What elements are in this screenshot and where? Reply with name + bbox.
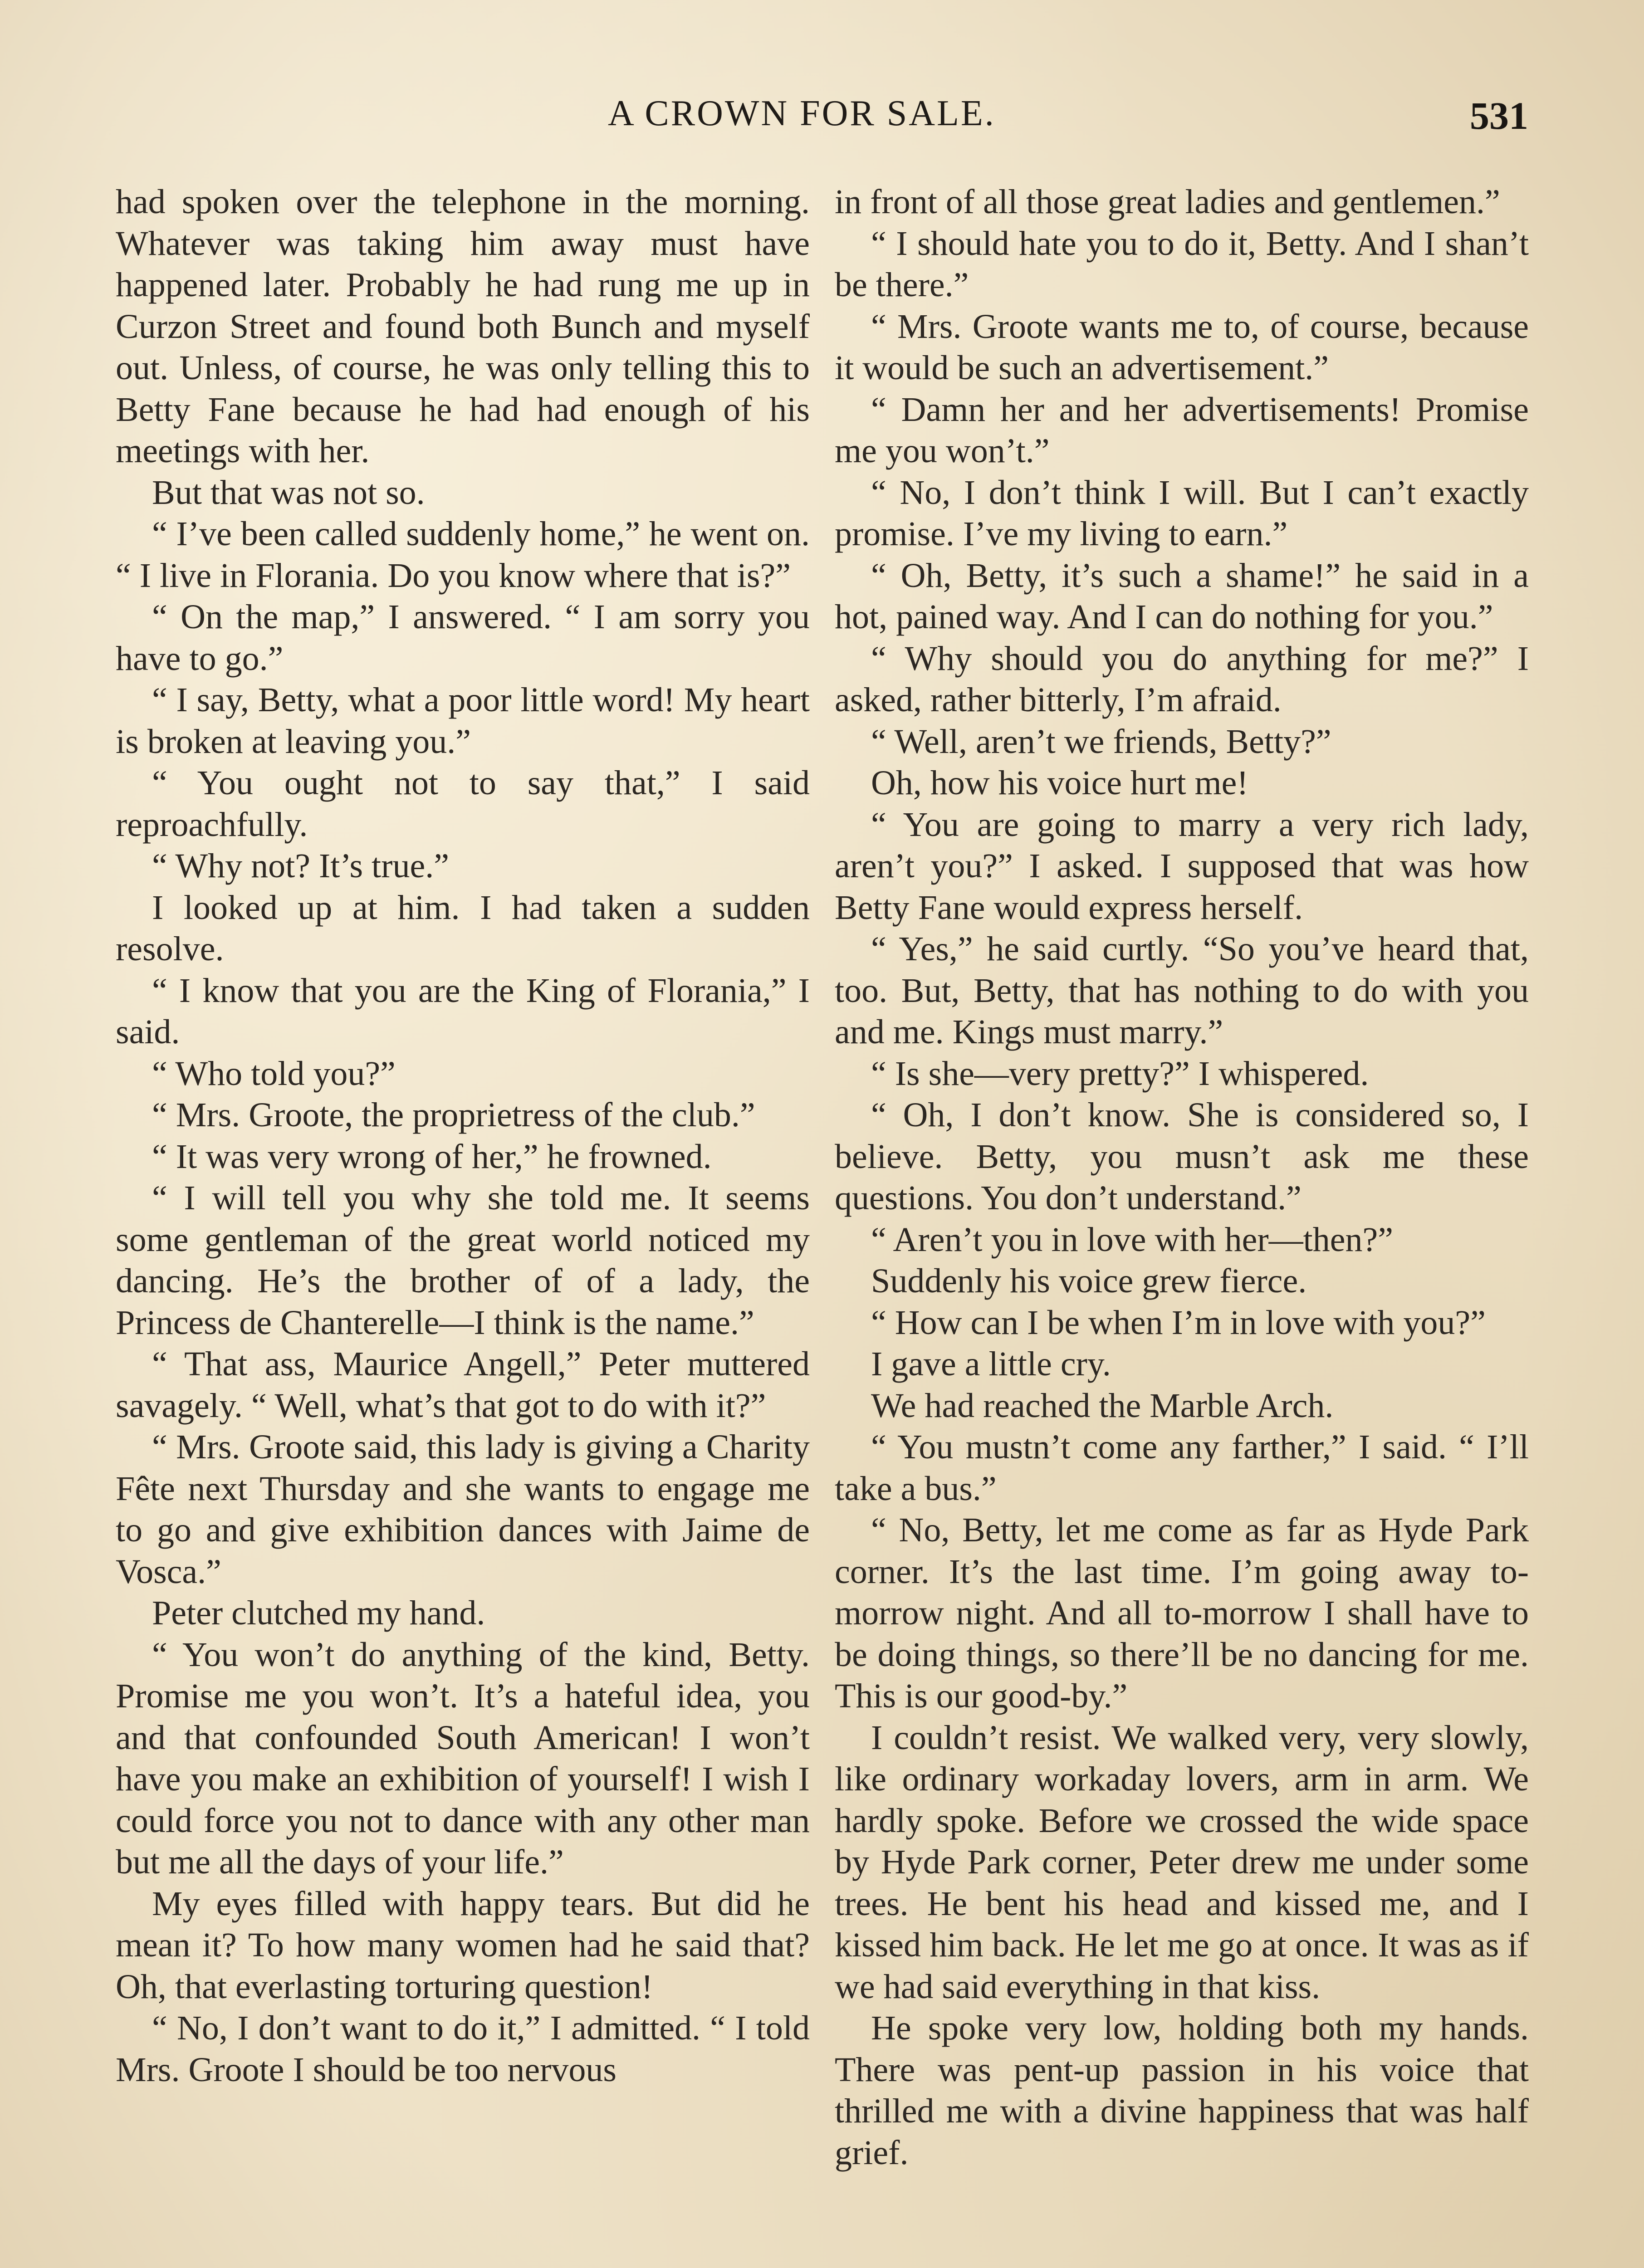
page-header	[0, 93, 1644, 156]
paragraph: “ On the map,” I answered. “ I am sorry you have to go.”	[116, 598, 810, 678]
paragraph: But that was not so.	[152, 473, 425, 512]
running-title: A CROWN FOR SALE.	[608, 93, 996, 133]
paragraph: Oh, how his voice hurt me!	[871, 764, 1248, 802]
paragraph: “ No, I don’t want to do it,” I admitted. “ I told Mrs. Groote I should be too nervous	[116, 2009, 810, 2089]
paragraph: “ Who told you?”	[152, 1054, 396, 1093]
right-column	[835, 181, 1529, 2174]
paragraph: “ You mustn’t come any farther,” I said. “ I’ll take a bus.”	[835, 1428, 1529, 1508]
paragraph: “ I’ve been called suddenly home,” he went on. “ I live in Florania. Do you know where that is?”	[116, 515, 810, 595]
left-column	[116, 181, 810, 2091]
paragraph: “ No, I don’t think I will. But I can’t exactly promise. I’ve my living to earn.”	[835, 473, 1529, 553]
paragraph: “ Mrs. Groote said, this lady is giving a Charity Fête next Thursday and she wants to engage me to go and give exhibition dances with Jaime de Vosca.”	[116, 1428, 810, 1591]
paragraph: “ Mrs. Groote, the proprietress of the club.”	[152, 1096, 755, 1134]
paragraph: I looked up at him. I had taken a sudden resolve.	[116, 888, 810, 968]
paragraph: “ I know that you are the King of Florania,” I said.	[116, 971, 810, 1051]
paragraph: “ No, Betty, let me come as far as Hyde Park corner. It’s the last time. I’m going away to-morrow night. And all to-morrow I shall have to be doing things, so there’ll be no dancing for me. This is our good-by.”	[835, 1511, 1529, 1715]
paragraph: “ You won’t do anything of the kind, Betty. Promise me you won’t. It’s a hateful idea, you and that confounded South American! I won’t have you make an exhibition of yourself! I wish I could force you not to dance with any other man but me all the days of your life.”	[116, 1635, 810, 1881]
paragraph: “ Why should you do anything for me?” I asked, rather bitterly, I’m afraid.	[835, 639, 1529, 719]
paragraph: He spoke very low, holding both my hands. There was pent-up passion in his voice that thrilled me with a divine happiness that was half grief.	[835, 2009, 1529, 2172]
paragraph: “ You ought not to say that,” I said reproachfully.	[116, 764, 810, 844]
paragraph: “ Why not? It’s true.”	[152, 847, 449, 885]
page-number: 531	[1470, 94, 1528, 137]
paragraph: “ I say, Betty, what a poor little word! My heart is broken at leaving you.”	[116, 681, 810, 761]
paragraph: I gave a little cry.	[871, 1345, 1111, 1383]
paragraph: “ That ass, Maurice Angell,” Peter muttered savagely. “ Well, what’s that got to do with it?”	[116, 1345, 810, 1425]
paragraph: “ It was very wrong of her,” he frowned.	[152, 1137, 712, 1176]
paragraph: “ I will tell you why she told me. It seems some gentleman of the great world noticed my dancing. He’s the brother of of a lady, the Princess de Chanterelle—I think is the name.”	[116, 1179, 810, 1342]
paragraph: “ How can I be when I’m in love with you?”	[871, 1303, 1486, 1342]
paragraph: “ Aren’t you in love with her—then?”	[871, 1220, 1393, 1259]
paragraph: Suddenly his voice grew fierce.	[871, 1262, 1307, 1300]
paragraph: “ Well, aren’t we friends, Betty?”	[871, 722, 1331, 761]
paragraph: My eyes filled with happy tears. But did he mean it? To how many women had he said that? Oh, that everlasting torturing question!	[116, 1884, 810, 2006]
paragraph: We had reached the Marble Arch.	[871, 1386, 1334, 1425]
paragraph: “ You are going to marry a very rich lady, aren’t you?” I asked. I supposed that was how Betty Fane would express herself.	[835, 805, 1529, 927]
paragraph: “ Oh, Betty, it’s such a shame!” he said in a hot, pained way. And I can do nothing for you.”	[835, 556, 1529, 636]
paragraph: “ Mrs. Groote wants me to, of course, because it would be such an advertisement.”	[835, 307, 1529, 387]
paragraph: “ Damn her and her advertisements! Promise me you won’t.”	[835, 390, 1529, 470]
paragraph: “ I should hate you to do it, Betty. And I shan’t be there.”	[835, 224, 1529, 304]
paragraph: “ Is she—very pretty?” I whispered.	[871, 1054, 1369, 1093]
paragraph: “ Yes,” he said curtly. “So you’ve heard that, too. But, Betty, that has nothing to do with you and me. Kings must marry.”	[835, 930, 1529, 1051]
paragraph: “ Oh, I don’t know. She is considered so, I believe. Betty, you musn’t ask me these questions. You don’t understand.”	[835, 1096, 1529, 1217]
paragraph: I couldn’t resist. We walked very, very slowly, like ordinary workaday lovers, arm in arm. We hardly spoke. Before we crossed the wide space by Hyde Park corner, Peter drew me under some trees. He bent his head and kissed me, and I kissed him back. He let me go at once. It was as if we had said everything in that kiss.	[835, 1718, 1529, 2006]
paragraph: had spoken over the telephone in the morning. Whatever was taking him away must have happened later. Probably he had rung me up in Curzon Street and found both Bunch and myself out. Unless, of course, he was only telling this to Betty Fane because he had had enough of his meetings with her.	[116, 183, 810, 470]
paragraph: in front of all those great ladies and gentlemen.”	[835, 183, 1500, 221]
paragraph: Peter clutched my hand.	[152, 1594, 485, 1632]
